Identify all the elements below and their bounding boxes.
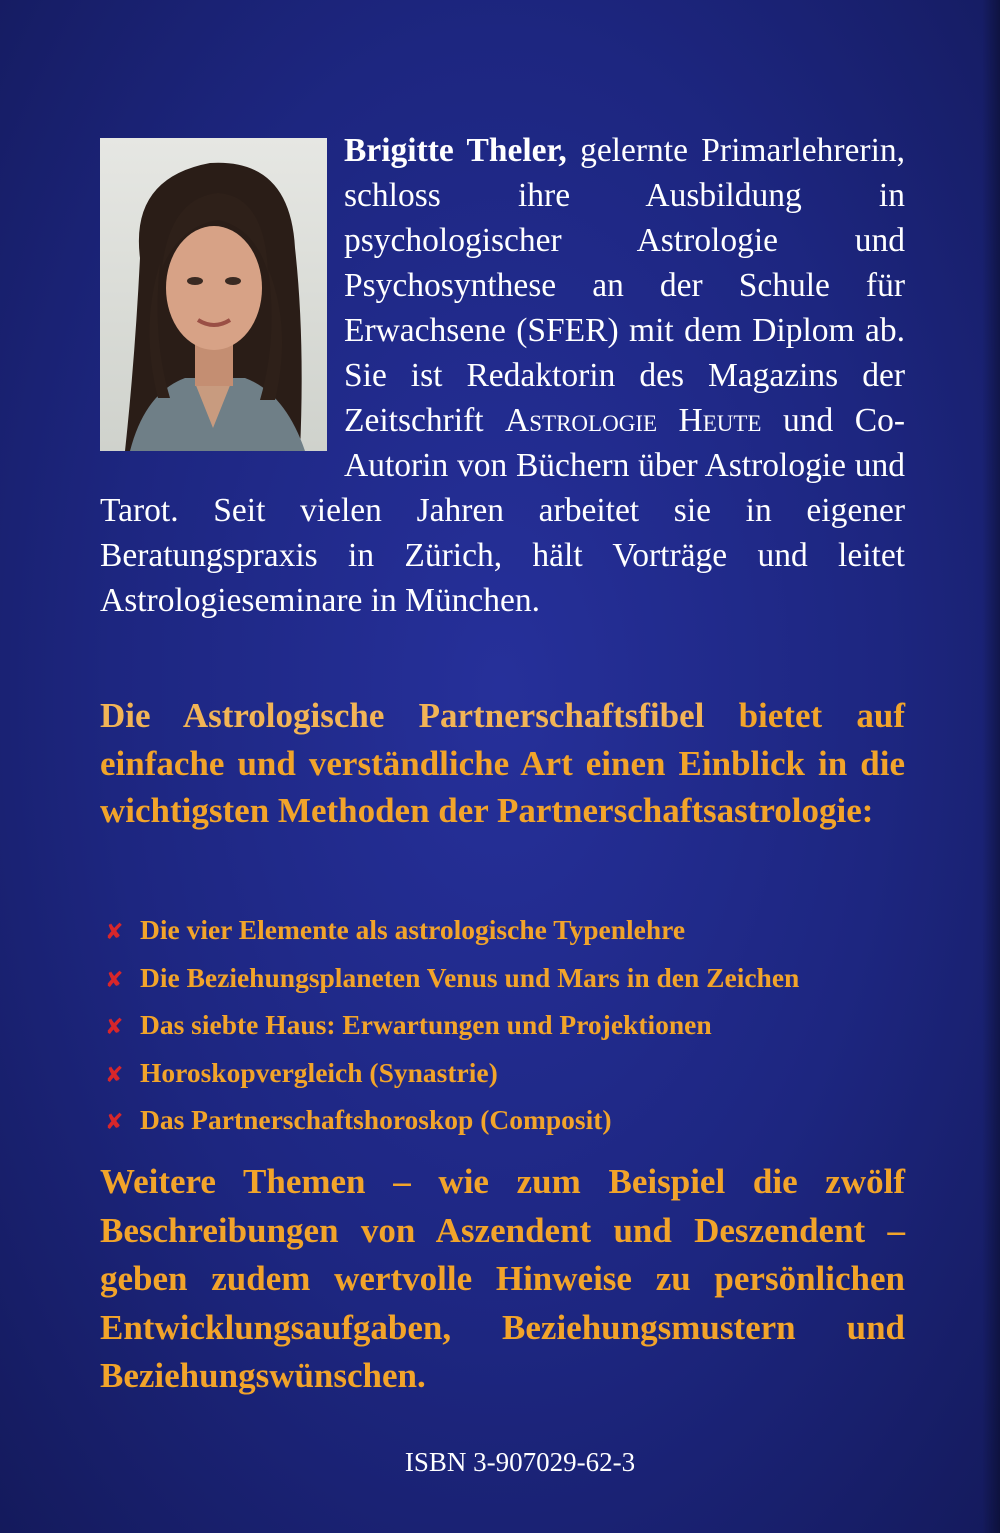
cross-mark-icon: ✘ bbox=[105, 920, 124, 945]
list-item: ✘ Die vier Elemente als astrologische Typenlehre bbox=[105, 906, 905, 954]
book-title: Die Astrologische Partnerschaftsfibel bbox=[100, 696, 705, 735]
author-bio-text-continued: und Co-Autorin von Büchern über Astrologie und Tarot. Seit vielen Jahren arbeitet sie in eigener Beratungspraxis in Zürich, hält Vorträge und leitet Astrologieseminare in München. bbox=[100, 402, 906, 619]
list-item: ✘ Horoskopvergleich (Synastrie) bbox=[105, 1049, 905, 1097]
cross-mark-icon: ✘ bbox=[105, 1062, 124, 1088]
magazine-name: Astrologie Heute bbox=[505, 402, 762, 439]
isbn: ISBN 3-907029-62-3 bbox=[404, 1447, 636, 1477]
cross-mark-icon: ✘ bbox=[105, 1110, 124, 1135]
list-item: ✘ Das Partnerschaftshoroskop (Composit) bbox=[105, 1096, 905, 1144]
edge-shadow bbox=[982, 0, 1000, 1533]
book-description-text: bietet auf einfache und verständliche Art einen Einblick in die wichtigsten Methoden der Partnerschaftsastrologie: bbox=[100, 696, 905, 830]
cross-mark-icon: ✘ bbox=[105, 1015, 124, 1040]
more-topics-text: Weitere Themen – wie zum Beispiel die zwölf Beschreibungen von Aszendent und Deszendent – geben zudem wertvolle Hinweise zu persönlichen Entwicklungsaufgaben, Beziehungsmustern und Beziehungswünschen. bbox=[100, 1162, 905, 1395]
cross-mark-icon: ✘ bbox=[105, 967, 124, 993]
book-description bbox=[100, 692, 905, 835]
author-name: Brigitte Theler, bbox=[344, 132, 567, 169]
feature-list bbox=[105, 906, 905, 1144]
list-item: ✘ Das siebte Haus: Erwartungen und Projektionen bbox=[105, 1001, 905, 1049]
list-item: ✘ Die Beziehungsplaneten Venus und Mars in den Zeichen bbox=[105, 954, 905, 1002]
author-bio bbox=[100, 128, 905, 623]
author-bio-text: gelernte Primarlehrerin, schloss ihre Ausbildung in psychologischer Astrologie und Psychosynthese an der Schule für Erwachsene (SFER) mit dem Diplom ab. Sie ist Redaktorin des Magazins der Zeitschrift bbox=[344, 132, 906, 439]
